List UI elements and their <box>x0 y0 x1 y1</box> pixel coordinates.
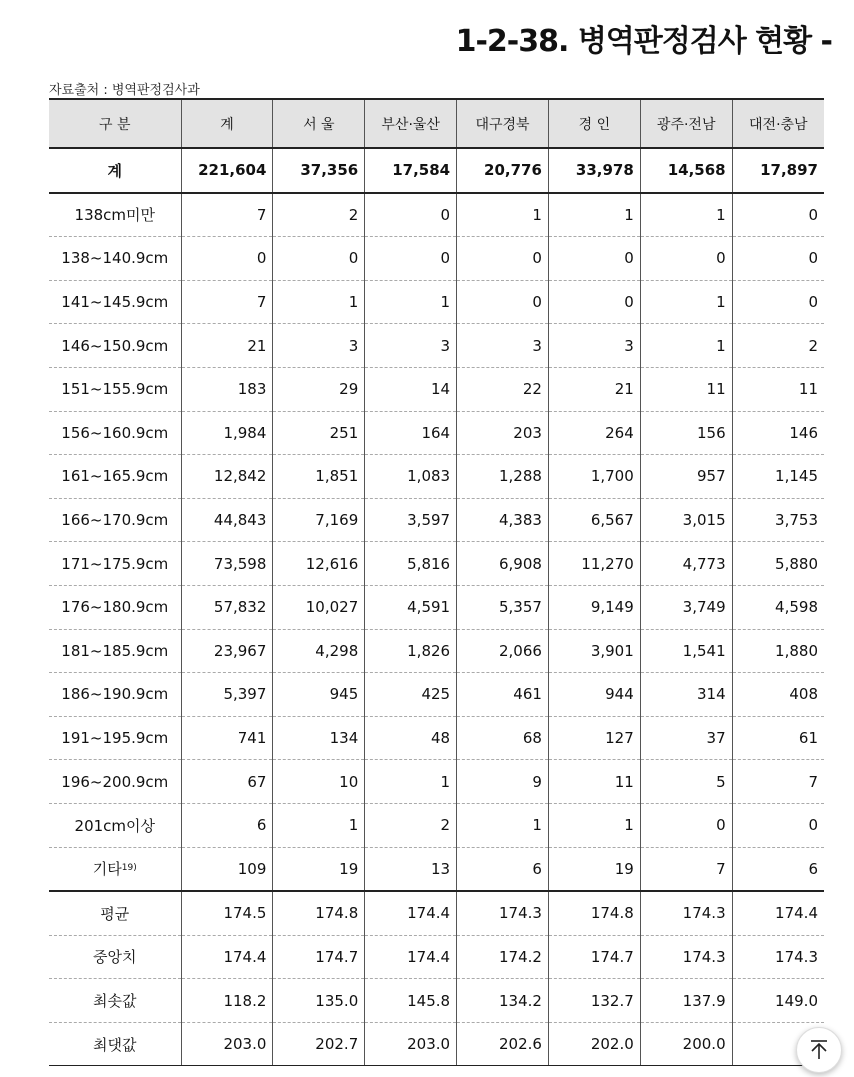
column-header: 광주·전남 <box>640 99 732 148</box>
table-cell: 164 <box>365 411 457 455</box>
table-cell: 12,616 <box>273 542 365 586</box>
table-cell: 61 <box>732 716 824 760</box>
table-row <box>49 629 824 673</box>
table-cell: 944 <box>548 673 640 717</box>
table-cell: 3,015 <box>640 498 732 542</box>
row-label-text: 171~175.9cm <box>61 554 169 573</box>
row-label <box>49 411 181 455</box>
table-cell: 5,880 <box>732 542 824 586</box>
table-cell: 1 <box>273 803 365 847</box>
table-cell: 33,978 <box>548 148 640 193</box>
row-label-text: 138cm미만 <box>74 206 156 225</box>
table-cell: 1,288 <box>457 455 549 499</box>
table-row <box>49 542 824 586</box>
table-cell: 137.9 <box>640 979 732 1023</box>
row-label-text: 181~185.9cm <box>61 641 169 660</box>
table-cell: 6 <box>732 847 824 891</box>
table-cell: 11 <box>732 367 824 411</box>
table-cell: 9 <box>457 760 549 804</box>
page-title: 1-2-38. 병역판정검사 현황 - <box>455 24 832 59</box>
table-cell: 174.3 <box>457 891 549 935</box>
table-cell: 3,901 <box>548 629 640 673</box>
table-cell: 0 <box>640 237 732 281</box>
row-label-text: 156~160.9cm <box>61 423 169 442</box>
table-cell: 1 <box>457 193 549 237</box>
footnote-marker: 19) <box>121 863 137 874</box>
table-cell: 174.3 <box>640 935 732 979</box>
table-cell: 0 <box>181 237 273 281</box>
table-cell: 132.7 <box>548 979 640 1023</box>
row-label-text: 기타 <box>92 860 122 879</box>
table-cell: 174.3 <box>732 935 824 979</box>
table-cell: 0 <box>732 237 824 281</box>
table-cell: 6,908 <box>457 542 549 586</box>
table-cell: 2 <box>365 803 457 847</box>
table-cell: 127 <box>548 716 640 760</box>
table-cell: 4,383 <box>457 498 549 542</box>
table-cell: 7,169 <box>273 498 365 542</box>
table-cell: 0 <box>640 803 732 847</box>
table-cell: 20,776 <box>457 148 549 193</box>
row-label-text: 최댓값 <box>93 1035 137 1054</box>
table-cell: 3,753 <box>732 498 824 542</box>
table-cell: 146 <box>732 411 824 455</box>
table-header-row <box>49 99 824 148</box>
table-cell: 135.0 <box>273 979 365 1023</box>
table-cell: 2 <box>732 324 824 368</box>
table-cell: 1,541 <box>640 629 732 673</box>
table-cell: 174.8 <box>273 891 365 935</box>
table-cell: 145.8 <box>365 979 457 1023</box>
table-cell: 1 <box>640 193 732 237</box>
summary-row <box>49 1022 824 1066</box>
row-label-text: 계 <box>107 161 123 180</box>
table-cell: 4,591 <box>365 585 457 629</box>
column-header: 계 <box>181 99 273 148</box>
column-header: 서 울 <box>273 99 365 148</box>
table-cell: 73,598 <box>181 542 273 586</box>
table-cell: 10,027 <box>273 585 365 629</box>
table-cell: 1 <box>548 803 640 847</box>
table-cell: 3 <box>365 324 457 368</box>
table-cell: 12,842 <box>181 455 273 499</box>
table-cell: 3,749 <box>640 585 732 629</box>
table-cell: 945 <box>273 673 365 717</box>
table-cell: 461 <box>457 673 549 717</box>
table-cell: 37,356 <box>273 148 365 193</box>
table-cell: 1,700 <box>548 455 640 499</box>
table-cell: 7 <box>181 193 273 237</box>
row-label-text: 138~140.9cm <box>61 249 169 268</box>
table-cell: 0 <box>732 193 824 237</box>
row-label-text: 176~180.9cm <box>61 598 169 617</box>
row-label <box>49 803 181 847</box>
table-cell: 4,298 <box>273 629 365 673</box>
arrow-up-icon <box>808 1039 830 1061</box>
table-cell: 174.8 <box>548 891 640 935</box>
table-row <box>49 280 824 324</box>
table-cell: 1 <box>640 280 732 324</box>
table-cell: 1,083 <box>365 455 457 499</box>
table-cell: 174.7 <box>548 935 640 979</box>
row-label-text: 191~195.9cm <box>61 729 169 748</box>
table-cell: 203.0 <box>365 1022 457 1066</box>
table-cell: 19 <box>273 847 365 891</box>
table-row <box>49 585 824 629</box>
table-cell: 68 <box>457 716 549 760</box>
column-header: 경 인 <box>548 99 640 148</box>
table-cell: 203 <box>457 411 549 455</box>
row-label <box>49 1022 181 1066</box>
column-header: 대구경북 <box>457 99 549 148</box>
table-cell: 1 <box>457 803 549 847</box>
table-cell: 3 <box>457 324 549 368</box>
table-cell: 0 <box>365 193 457 237</box>
table-cell: 11,270 <box>548 542 640 586</box>
table-cell: 1 <box>548 193 640 237</box>
table-cell: 408 <box>732 673 824 717</box>
table-cell: 44,843 <box>181 498 273 542</box>
table-cell: 314 <box>640 673 732 717</box>
table-cell: 29 <box>273 367 365 411</box>
table-cell: 0 <box>457 280 549 324</box>
table-cell: 14 <box>365 367 457 411</box>
table-cell: 2,066 <box>457 629 549 673</box>
row-label-text: 151~155.9cm <box>61 380 169 399</box>
summary-row <box>49 979 824 1023</box>
table-cell: 1 <box>365 280 457 324</box>
table-cell: 957 <box>640 455 732 499</box>
table-cell: 1,880 <box>732 629 824 673</box>
table-cell: 3 <box>273 324 365 368</box>
table-cell: 7 <box>181 280 273 324</box>
table-cell: 5,397 <box>181 673 273 717</box>
column-header: 구 분 <box>49 99 181 148</box>
summary-row <box>49 935 824 979</box>
table-row <box>49 847 824 891</box>
row-label <box>49 237 181 281</box>
data-source-note: 자료출처 : 병역판정검사과 <box>49 83 200 98</box>
row-label <box>49 455 181 499</box>
total-row <box>49 148 824 193</box>
table-cell: 221,604 <box>181 148 273 193</box>
table-cell: 5 <box>640 760 732 804</box>
table-cell: 149.0 <box>732 979 824 1023</box>
row-label <box>49 542 181 586</box>
table-cell: 6 <box>457 847 549 891</box>
table-cell: 11 <box>640 367 732 411</box>
table-cell: 0 <box>548 280 640 324</box>
table-cell: 174.3 <box>640 891 732 935</box>
table-cell: 741 <box>181 716 273 760</box>
table-cell: 3,597 <box>365 498 457 542</box>
table-cell: 109 <box>181 847 273 891</box>
table-cell: 0 <box>365 237 457 281</box>
table-row <box>49 716 824 760</box>
table-row <box>49 673 824 717</box>
table-cell: 7 <box>640 847 732 891</box>
row-label-text: 평균 <box>100 904 130 923</box>
table-cell: 23,967 <box>181 629 273 673</box>
row-label <box>49 148 181 193</box>
table-cell: 134.2 <box>457 979 549 1023</box>
table-row <box>49 455 824 499</box>
table-cell: 9,149 <box>548 585 640 629</box>
table-cell: 2 <box>273 193 365 237</box>
table-cell: 21 <box>181 324 273 368</box>
row-label <box>49 585 181 629</box>
table-row <box>49 324 824 368</box>
table-cell: 1,851 <box>273 455 365 499</box>
table-cell: 174.4 <box>732 891 824 935</box>
row-label <box>49 629 181 673</box>
table-cell: 57,832 <box>181 585 273 629</box>
table-cell: 14,568 <box>640 148 732 193</box>
row-label <box>49 280 181 324</box>
row-label-text: 중앙치 <box>93 948 137 967</box>
table-cell: 1 <box>273 280 365 324</box>
table-cell: 10 <box>273 760 365 804</box>
scroll-to-top-button[interactable] <box>796 1027 842 1073</box>
table-cell: 5,816 <box>365 542 457 586</box>
table-cell: 0 <box>732 280 824 324</box>
table-cell: 202.7 <box>273 1022 365 1066</box>
table-cell: 0 <box>732 803 824 847</box>
table-cell: 203.0 <box>181 1022 273 1066</box>
table-cell: 202.0 <box>548 1022 640 1066</box>
table-cell: 174.2 <box>457 935 549 979</box>
table-cell: 425 <box>365 673 457 717</box>
table-cell: 200.0 <box>640 1022 732 1066</box>
row-label-text: 196~200.9cm <box>61 772 169 791</box>
column-header: 대전·충남 <box>732 99 824 148</box>
table-cell: 251 <box>273 411 365 455</box>
table-cell: 1 <box>365 760 457 804</box>
table-cell: 17,897 <box>732 148 824 193</box>
table-cell: 134 <box>273 716 365 760</box>
row-label <box>49 935 181 979</box>
table-cell: 6 <box>181 803 273 847</box>
table-cell: 174.7 <box>273 935 365 979</box>
table-cell: 37 <box>640 716 732 760</box>
table-cell: 7 <box>732 760 824 804</box>
table-cell: 17,584 <box>365 148 457 193</box>
table-cell: 4,773 <box>640 542 732 586</box>
table-cell: 67 <box>181 760 273 804</box>
table-cell: 174.5 <box>181 891 273 935</box>
table-cell: 264 <box>548 411 640 455</box>
table-row <box>49 760 824 804</box>
table-cell: 6,567 <box>548 498 640 542</box>
table-cell: 0 <box>457 237 549 281</box>
table-cell: 174.4 <box>365 935 457 979</box>
row-label-text: 186~190.9cm <box>61 685 169 704</box>
table-cell: 13 <box>365 847 457 891</box>
row-label-text: 146~150.9cm <box>61 336 169 355</box>
row-label-text: 141~145.9cm <box>61 293 169 312</box>
table-cell: 1,826 <box>365 629 457 673</box>
row-label-text: 최솟값 <box>93 992 137 1011</box>
row-label-text: 161~165.9cm <box>61 467 169 486</box>
table-cell: 11 <box>548 760 640 804</box>
table-cell: 118.2 <box>181 979 273 1023</box>
table-cell: 22 <box>457 367 549 411</box>
table-cell: 5,357 <box>457 585 549 629</box>
table-cell: 174.4 <box>365 891 457 935</box>
table-cell: 1 <box>640 324 732 368</box>
table-cell: 1,145 <box>732 455 824 499</box>
row-label <box>49 760 181 804</box>
row-label <box>49 716 181 760</box>
table-cell: 0 <box>273 237 365 281</box>
table-cell: 174.4 <box>181 935 273 979</box>
table-row <box>49 411 824 455</box>
table-cell: 156 <box>640 411 732 455</box>
column-header: 부산·울산 <box>365 99 457 148</box>
summary-row <box>49 891 824 935</box>
statistics-table <box>49 98 824 1066</box>
table-row <box>49 193 824 237</box>
row-label <box>49 847 181 891</box>
row-label <box>49 498 181 542</box>
table-cell: 21 <box>548 367 640 411</box>
table-cell: 183 <box>181 367 273 411</box>
table-cell: 19 <box>548 847 640 891</box>
row-label <box>49 979 181 1023</box>
table-row <box>49 803 824 847</box>
table-cell: 3 <box>548 324 640 368</box>
row-label-text: 166~170.9cm <box>61 511 169 530</box>
row-label <box>49 324 181 368</box>
table-row <box>49 498 824 542</box>
table-cell: 4,598 <box>732 585 824 629</box>
table-cell: 1,984 <box>181 411 273 455</box>
row-label <box>49 367 181 411</box>
row-label <box>49 193 181 237</box>
table-row <box>49 237 824 281</box>
table-cell: 48 <box>365 716 457 760</box>
table-row <box>49 367 824 411</box>
row-label <box>49 673 181 717</box>
table-cell: 0 <box>548 237 640 281</box>
table-cell: 202.6 <box>457 1022 549 1066</box>
row-label-text: 201cm이상 <box>74 816 156 835</box>
row-label <box>49 891 181 935</box>
